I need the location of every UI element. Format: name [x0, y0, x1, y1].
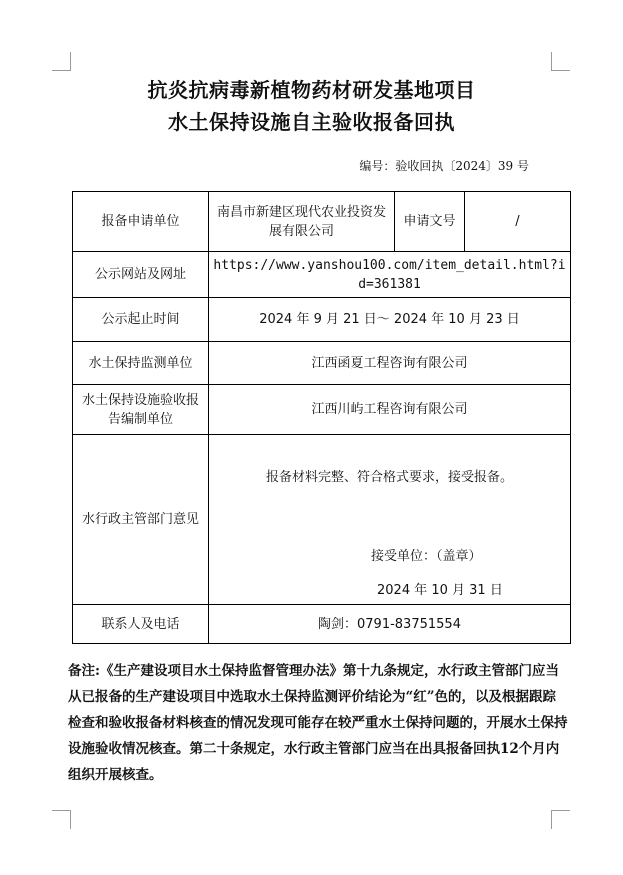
table-row-opinion: [73, 435, 571, 605]
opinion-date: 2024 年 10 月 31 日: [377, 583, 503, 598]
website-value: https://www.yanshou100.com/item_detail.html?id=361381: [209, 252, 571, 298]
document-title-line2: 水土保持设施自主验收报备回执: [168, 110, 455, 134]
table-row-monitor: [73, 342, 571, 385]
contact-value: 陶剑：0791-83751554: [209, 605, 571, 644]
table-row-contact: [73, 605, 571, 644]
period-label: 公示起止时间: [73, 298, 209, 342]
contact-label: 联系人及电话: [73, 605, 209, 644]
application-no-value: /: [465, 192, 571, 252]
report-unit-value: 江西川屿工程咨询有限公司: [209, 385, 571, 435]
applicant-value: 南昌市新建区现代农业投资发展有限公司: [209, 192, 395, 252]
report-unit-label: 水土保持设施验收报告编制单位: [73, 385, 209, 435]
opinion-text: 报备材料完整、符合格式要求，接受报备。: [265, 470, 513, 485]
filing-receipt-table: [72, 191, 571, 644]
opinion-receiving-unit: 接受单位：（盖章）: [371, 549, 482, 564]
monitor-unit-label: 水土保持监测单位: [73, 342, 209, 385]
website-label: 公示网站及网址: [73, 252, 209, 298]
corner-mark-top-right: [551, 52, 570, 71]
opinion-label: 水行政主管部门意见: [73, 435, 209, 605]
table-row-period: [73, 298, 571, 342]
period-value: 2024 年 9 月 21 日～ 2024 年 10 月 23 日: [209, 298, 571, 342]
document-title-line1: 抗炎抗病毒新植物药材研发基地项目: [147, 78, 476, 102]
corner-mark-bottom-right: [551, 810, 570, 829]
remarks-note: 备注:《生产建设项目水土保持监督管理办法》第十九条规定，水行政主管部门应当从已报备的生产建设项目中选取水土保持监测评价结论为“红”色的，以及根据跟踪检查和验收报备材料核查的情况发现可能存在较严重水土保持问题的，开展水土保持设施验收情况核查。第二十条规定，水行政主管部门应当在出具报备回执12个月内组织开展核查。: [68, 663, 568, 783]
table-row-report: [73, 385, 571, 435]
monitor-unit-value: 江西函夏工程咨询有限公司: [209, 342, 571, 385]
application-no-label: 申请文号: [395, 192, 465, 252]
applicant-label: 报备申请单位: [73, 192, 209, 252]
table-row-website: [73, 252, 571, 298]
opinion-cell: [209, 435, 571, 605]
corner-mark-bottom-left: [52, 810, 71, 829]
corner-mark-top-left: [52, 52, 71, 71]
table-row-applicant: [73, 192, 571, 252]
document-number: 编号：验收回执〔2024〕39 号: [359, 159, 529, 173]
